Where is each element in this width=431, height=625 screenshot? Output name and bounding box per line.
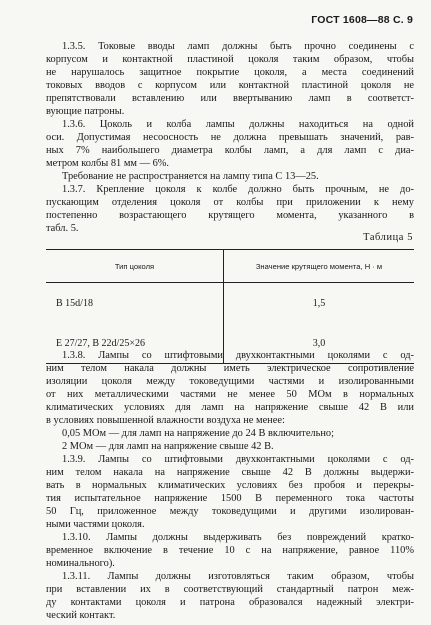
text-line: тия испытательное напряжение 1500 В переменного тока частоты <box>46 493 414 504</box>
table-header-row <box>46 250 414 283</box>
text-line: оси. Допустимая несоосность не должна превышать значений, рав- <box>46 132 414 143</box>
text-line: препятствовали вставлению или ввертыванию ламп в соответст- <box>46 93 414 104</box>
text-line: пускающим отделения цоколя от колбы при приложении к нему <box>46 197 414 208</box>
text-line: табл. 5. <box>46 223 79 234</box>
text-line: токовых вводов с корпусом или контактной пластиной цоколя не <box>46 80 414 91</box>
text-line: ним телом накала на напряжение свыше 42 В должны выдержи- <box>46 467 414 478</box>
text-line: при вставлении их в соответствующий стандартный патрон меж- <box>46 584 414 595</box>
table-row <box>46 283 414 324</box>
torque-table <box>46 249 414 364</box>
text-line: не нарушалось защитное покрытие цоколя, а места соединений <box>46 67 414 78</box>
text-line: номинального). <box>46 558 115 569</box>
text-line: 1.3.9. Лампы со штифтовыми двухконтактными цоколями с од- <box>62 454 414 465</box>
text-line: ду контактами цоколя и патрона образовался надежный электри- <box>46 597 414 608</box>
text-line: ческий контакт. <box>46 610 116 621</box>
text-line: 1.3.5. Токовые вводы ламп должны быть прочно соединены с <box>62 41 414 52</box>
text-line: от них металлическими частями не менее 50 МОм в нормальных <box>46 389 414 400</box>
text-line: метром колбы 81 мм — 6%. <box>46 158 170 169</box>
table-caption: Таблица 5 <box>363 232 413 243</box>
text-line: временное включение в течение 10 с на напряжение, равное 110% <box>46 545 414 556</box>
text-line: Требование не распространяется на лампу типа С 13—25. <box>62 171 319 182</box>
text-line: вующие патроны. <box>46 106 125 117</box>
text-line: 1.3.11. Лампы должны изготовляться таким образом, чтобы <box>62 571 414 582</box>
table-cell: 3,0 <box>224 323 415 364</box>
text-line: постепенно возрастающего крутящего момента, указанного в <box>46 210 414 221</box>
table-cell: В 15d/18 <box>46 283 224 324</box>
table-cell: 1,5 <box>312 297 326 309</box>
text-line: в условиях повышенной влажности воздуха не менее: <box>46 415 285 426</box>
text-line: 1.3.8. Лампы со штифтовыми двухконтактными цоколями с од- <box>62 350 414 361</box>
text-line: 0,05 МОм — для ламп на напряжение до 24 В включительно; <box>62 428 334 439</box>
text-line: ним телом накала должны иметь электрическое сопротивление <box>46 363 414 374</box>
text-line: 1.3.10. Лампы должны выдерживать без повреждений кратко- <box>62 532 414 543</box>
text-line: вать в нормальных климатических условиях без пробоя и перекры- <box>46 480 414 491</box>
text-line: климатических условиях для ламп на напряжение свыше 42 В или <box>46 402 414 413</box>
text-line: корпусом и контактной пластиной цоколя таким образом, чтобы <box>46 54 414 65</box>
column-header: Значение крутящего момента, Н · м <box>224 250 415 283</box>
text-line: ных 7% наибольшего диаметра колбы ламп, а для ламп с диа- <box>46 145 414 156</box>
text-line: ными частями цоколя. <box>46 519 145 530</box>
table-cell: Е 27/27, В 22d/25×26 <box>46 323 224 364</box>
page-header: ГОСТ 1608—88 С. 9 <box>311 14 413 26</box>
text-line: 50 Гц, приложенное между токоведущими и другими изолирован- <box>46 506 414 517</box>
text-line: изоляции цоколя между токоведущими частями и изолированными <box>46 376 414 387</box>
text-line: 2 МОм — для ламп на напряжение свыше 42 В. <box>62 441 274 452</box>
column-header: Тип цоколя <box>46 250 224 283</box>
text-line: 1.3.6. Цоколь и колба лампы должны находиться на одной <box>62 119 414 130</box>
text-line: 1.3.7. Крепление цоколя к колбе должно быть прочным, не до- <box>62 184 414 195</box>
